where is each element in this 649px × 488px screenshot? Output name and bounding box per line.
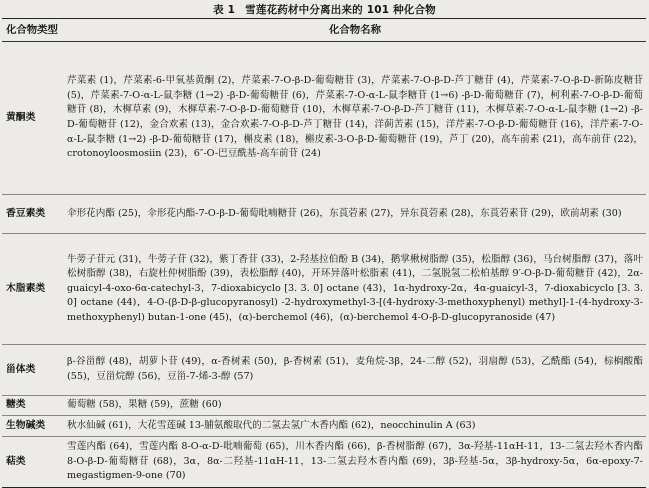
compound-names-cell: 伞形花内酯 (25)，伞形花内酯-7-O-β-D-葡萄吡喃糖苷 (26)，东莨菪素 (27)，异东莨菪素 (28)，东莨菪素苷 (29)，欧前胡素 (30): [64, 195, 646, 234]
table-row: [2, 195, 646, 234]
compound-type-cell: 生物碱类: [2, 416, 64, 437]
table-caption: [0, 2, 649, 17]
table-header-row: [2, 19, 646, 42]
compound-names-cell: 雪莲内酯 (64)，雪莲内酯 8-O-α-D-吡喃葡萄 (65)，川木香内酯 (66)，β-香树脂醇 (67)，3α-羟基-11αH-11，13-二氢去羟木香内酯 8-O-β-D-葡萄糖苷 (68)，3α，8α-二羟基-11αH-11，13-二氢去羟木香内酯 (69)，3β-羟基-5α，3β-hydroxy-5α，6α-epoxy-7-megastigmen-9-one (70): [64, 437, 646, 488]
compound-names-cell: 秋水仙碱 (61)，大花雪莲碱 13-脯氨酸取代的二氢去氢广木香内酯 (62)，neocchinulin A (63): [64, 416, 646, 437]
table-row: [2, 234, 646, 345]
compound-names-cell: 葡萄糖 (58)，果糖 (59)，蔗糖 (60): [64, 396, 646, 416]
compound-type-cell: 木脂素类: [2, 234, 64, 345]
header-compound-names: 化合物名称: [64, 19, 646, 42]
compound-type-cell: 香豆素类: [2, 195, 64, 234]
header-compound-type: 化合物类型: [2, 19, 64, 42]
table-title: 雪莲花药材中分离出来的 101 种化合物: [245, 4, 436, 16]
table-number: 表 1: [213, 4, 236, 16]
table-row: [2, 42, 646, 195]
compound-table: [2, 18, 646, 488]
compound-type-cell: 糖类: [2, 396, 64, 416]
table-row: [2, 416, 646, 437]
table-row: [2, 396, 646, 416]
compound-names-cell: β-谷甾醇 (48)，胡萝卜苷 (49)，α-香树素 (50)，β-香树素 (51)，麦角烷-3β，24-二醇 (52)，羽扇醇 (53)，乙酰酯 (54)，棕榈酸酯 (55)，豆甾烷醇 (56)，豆甾-7-烯-3-醇 (57): [64, 345, 646, 396]
table-row: [2, 345, 646, 396]
compound-type-cell: 甾体类: [2, 345, 64, 396]
table-row: [2, 437, 646, 488]
compound-type-cell: 黄酮类: [2, 42, 64, 195]
compound-names-cell: 芹菜素 (1)，芹菜素-6-甲氧基黄酮 (2)，芹菜素-7-O-β-D-葡萄糖苷 (3)，芹菜素-7-O-β-D-芦丁糖苷 (4)，芹菜素-7-O-β-D-新陈皮糖苷 (5)，芹菜素-7-O-α-L-鼠李糖 (1→2) -β-D-葡萄糖苷 (6)，芹菜素-7-O-α-L-鼠李糖苷 (1→6) -β-D-葡萄糖苷 (7)，柯利素-7-O-β-D-葡萄糖苷 (8)，木樨草素 (9)，木樨草素-7-O-β-D-葡萄糖苷 (10)，木樨草素-7-O-β-D-芦丁糖苷 (11)，木樨草素-7-O-α-L-鼠李糖 (1→2) -β-D-葡萄糖苷 (12)，金合欢素 (13)，金合欢素-7-O-β-D-芦丁糖苷 (14)，洋蓟苦素 (15)，洋芹素-7-O-β-D-葡萄糖苷 (16)，洋芹素-7-O-α-L-鼠李糖 (1→2) -β-D-葡萄糖苷 (17)，槲皮素 (18)，槲皮素-3-O-β-D-葡萄糖苷 (19)，芦丁 (20)，高车前素 (21)，高车前苷 (22)，crotonoyloosmosiin (23)，6″-O-巴豆酰基-高车前苷 (24): [64, 42, 646, 195]
compound-names-cell: 牛蒡子苷元 (31)，牛蒡子苷 (32)，紫丁香苷 (33)，2-羟基拉伯酚 B (34)，鹅掌楸树脂醇 (35)，松脂醇 (36)，马台树脂醇 (37)，落叶松树脂醇 (38)，右旋杜仲树脂酚 (39)，表松脂醇 (40)，开环异落叶松脂素 (41)，二氢脱氢二松柏基醇 9′-O-β-D-葡萄糖苷 (42)，2α-guaicyl-4-oxo-6α-catechyl-3，7-dioxabicyclo [3. 3. 0] octane (43)，1α-hydroxy-2α，4α-guaicyl-3，7-dioxabicyclo [3. 3. 0] octane (44)，4-O-(β-D-β-glucopyranosyl) -2-hydroxymethyl-3-[(4-hydroxy-3-methoxyphenyl) methyl]-1-(4-hydroxy-3-methoxyphenyl) butan-1-one (45)，(α)-berchemol (46)，(α)-berchemol 4-O-β-D-glucopyranoside (47): [64, 234, 646, 345]
compound-type-cell: 萜类: [2, 437, 64, 488]
